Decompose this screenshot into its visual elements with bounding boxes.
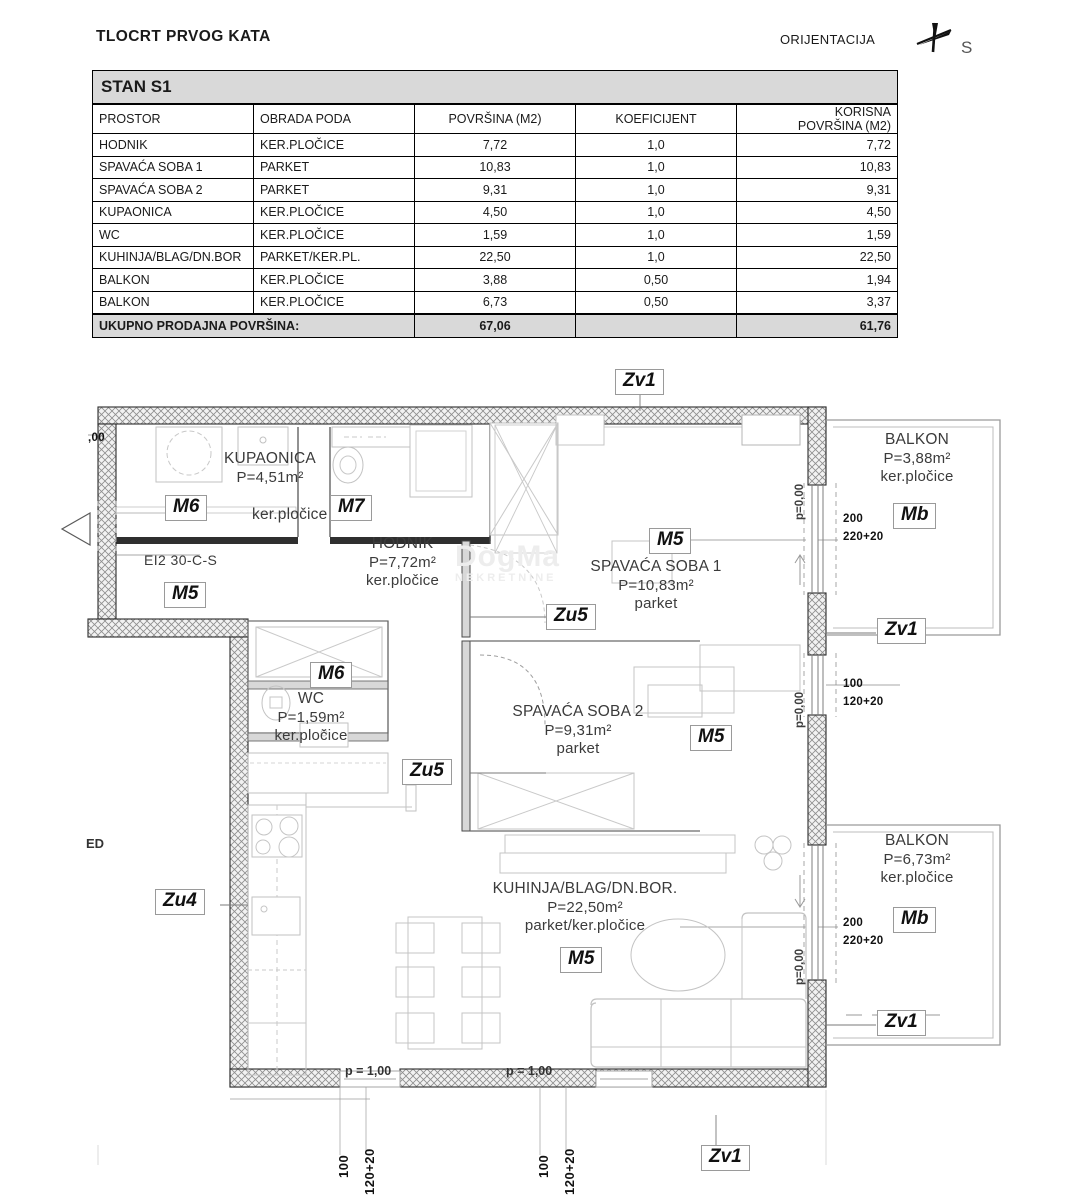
room-floor: ker.pločice [880, 869, 954, 887]
room-area: P=7,72m² [368, 553, 437, 571]
floor-plan [0, 355, 1068, 1200]
cell-prostor: WC [93, 224, 254, 247]
total-label: UKUPNO PRODAJNA POVRŠINA: [93, 314, 415, 337]
dim-balcony1-height: 220+20 [843, 531, 884, 543]
level-balcony-2: p=0,00 [794, 948, 806, 985]
tag-mb-balkon-2[interactable]: Mb [893, 907, 936, 933]
dim-right-window-height: 120+20 [843, 696, 884, 708]
room-name: BALKON [884, 431, 950, 448]
cell-obrada: PARKET [254, 156, 415, 179]
table-total-row [93, 314, 898, 337]
tag-zu5-lower[interactable]: Zu5 [402, 759, 452, 785]
room-name: SPAVAĆA SOBA 2 [512, 703, 644, 720]
table-row [93, 134, 898, 157]
table-row [93, 201, 898, 224]
watermark-line2: NEKRETNINE [455, 572, 557, 584]
room-floor-kupaonica: ker.pločice [252, 506, 328, 523]
col-header-korisna-povrsina [737, 104, 898, 134]
col-header-korisna-line1: KORISNA [834, 105, 891, 119]
cell-korisna: 4,50 [737, 201, 898, 224]
orientation-label: ORIJENTACIJA [780, 32, 876, 47]
top-left-level: ,00 [88, 432, 105, 444]
dim-right-window-width: 100 [843, 678, 864, 690]
cell-povrsina: 7,72 [415, 134, 576, 157]
dim-bottom-right-width: 100 [536, 1154, 551, 1178]
cell-koeficijent: 0,50 [576, 269, 737, 292]
room-floor: ker.pločice [365, 572, 440, 590]
room-area: P=3,88m² [883, 449, 951, 467]
room-label-kupaonica [200, 450, 340, 487]
room-floor: parket [556, 740, 600, 758]
table-row [93, 179, 898, 202]
cell-povrsina: 1,59 [415, 224, 576, 247]
dim-bottom-left-width: 100 [336, 1154, 351, 1178]
cell-koeficijent: 1,0 [576, 201, 737, 224]
cell-povrsina: 4,50 [415, 201, 576, 224]
tag-zu5-upper[interactable]: Zu5 [546, 604, 596, 630]
cell-koeficijent: 1,0 [576, 246, 737, 269]
tag-m7-bathroom[interactable]: M7 [330, 495, 372, 521]
table-header-row [93, 104, 898, 134]
watermark-line1: DogMa [455, 540, 560, 573]
tag-m5-entry-door[interactable]: M5 [164, 582, 206, 608]
col-header-prostor: PROSTOR [93, 104, 254, 134]
total-koeficijent-empty [576, 314, 737, 337]
dim-balcony2-width: 200 [843, 917, 864, 929]
cell-prostor: KUPAONICA [93, 201, 254, 224]
room-area: P=22,50m² [547, 898, 623, 916]
room-name: KUHINJA/BLAG/DN.BOR. [492, 880, 678, 897]
cell-korisna: 10,83 [737, 156, 898, 179]
room-name: BALKON [884, 832, 950, 849]
room-label-kuhinja [450, 880, 720, 936]
cell-korisna: 3,37 [737, 291, 898, 314]
room-area: P=4,51m² [236, 468, 304, 486]
level-balcony-1: p=0,00 [794, 483, 806, 520]
cell-obrada: KER.PLOČICE [254, 224, 415, 247]
tag-m5-kitchen[interactable]: M5 [560, 947, 602, 973]
cell-obrada: PARKET/KER.PL. [254, 246, 415, 269]
total-korisna: 61,76 [737, 314, 898, 337]
tag-m6-wc[interactable]: M6 [310, 662, 352, 688]
room-name: WC [297, 690, 325, 707]
cell-koeficijent: 1,0 [576, 134, 737, 157]
room-name: KUPAONICA [224, 450, 316, 467]
col-header-korisna-line2: POVRŠINA (M2) [797, 119, 891, 133]
cell-obrada: KER.PLOČICE [254, 291, 415, 314]
dim-bottom-left-height: 120+20 [362, 1148, 377, 1195]
room-floor: parket/ker.pločice [524, 917, 646, 935]
dim-balcony1-width: 200 [843, 513, 864, 525]
room-label-balkon-1 [838, 431, 996, 487]
room-area: P=9,31m² [544, 721, 612, 739]
room-label-balkon-2 [838, 832, 996, 888]
dim-bottom-right-height: 120+20 [562, 1148, 577, 1195]
compass-south-label: S [961, 38, 973, 57]
cell-koeficijent: 0,50 [576, 291, 737, 314]
cell-povrsina: 6,73 [415, 291, 576, 314]
cell-prostor: SPAVAĆA SOBA 1 [93, 156, 254, 179]
tag-m5-bedroom-1[interactable]: M5 [649, 528, 691, 554]
parapet-left: p = 1,00 [345, 1064, 392, 1078]
tag-mb-balkon-1[interactable]: Mb [893, 503, 936, 529]
tag-m6-bathroom[interactable]: M6 [165, 495, 207, 521]
room-floor: ker.pločice [880, 468, 954, 486]
table-row [93, 269, 898, 292]
room-area: P=1,59m² [277, 708, 345, 726]
cell-korisna: 9,31 [737, 179, 898, 202]
tag-zv1-right-low[interactable]: Zv1 [877, 1010, 926, 1036]
cell-obrada: KER.PLOČICE [254, 269, 415, 292]
cell-korisna: 1,59 [737, 224, 898, 247]
room-floor: ker.pločice [274, 727, 348, 745]
room-name: SPAVAĆA SOBA 1 [590, 558, 722, 575]
apartment-area-table [92, 70, 898, 338]
table-row [93, 224, 898, 247]
cell-obrada: KER.PLOČICE [254, 134, 415, 157]
cell-korisna: 1,94 [737, 269, 898, 292]
total-povrsina: 67,06 [415, 314, 576, 337]
left-edge-label: ED [86, 836, 105, 851]
cell-povrsina: 9,31 [415, 179, 576, 202]
table-row [93, 291, 898, 314]
tag-zu4[interactable]: Zu4 [155, 889, 205, 915]
page-header [0, 0, 1068, 62]
tag-zv1-right[interactable]: Zv1 [877, 618, 926, 644]
col-header-obrada: OBRADA PODA [254, 104, 415, 134]
page-title: TLOCRT PRVOG KATA [96, 28, 271, 45]
cell-prostor: HODNIK [93, 134, 254, 157]
room-floor: parket [634, 595, 678, 613]
cell-povrsina: 22,50 [415, 246, 576, 269]
compass-icon [905, 14, 997, 62]
cell-koeficijent: 1,0 [576, 179, 737, 202]
cell-korisna: 7,72 [737, 134, 898, 157]
cell-koeficijent: 1,0 [576, 156, 737, 179]
tag-zv1-bottom[interactable]: Zv1 [701, 1145, 750, 1171]
table-row [93, 156, 898, 179]
cell-povrsina: 3,88 [415, 269, 576, 292]
tag-zv1-top[interactable]: Zv1 [615, 369, 664, 395]
apartment-id: STAN S1 [93, 71, 898, 105]
parapet-right: p = 1,00 [506, 1064, 553, 1078]
table-band-title-row [93, 71, 898, 105]
level-window-right: p=0,00 [794, 691, 806, 728]
cell-prostor: SPAVAĆA SOBA 2 [93, 179, 254, 202]
table-row [93, 246, 898, 269]
cell-obrada: KER.PLOČICE [254, 201, 415, 224]
cell-obrada: PARKET [254, 179, 415, 202]
cell-prostor: BALKON [93, 269, 254, 292]
room-label-hodnik [325, 535, 480, 591]
cell-povrsina: 10,83 [415, 156, 576, 179]
col-header-povrsina: POVRŠINA (M2) [415, 104, 576, 134]
cell-koeficijent: 1,0 [576, 224, 737, 247]
room-area: P=10,83m² [618, 576, 694, 594]
fire-door-rating: EI2 30-C-S [144, 552, 218, 568]
room-label-wc [248, 690, 374, 746]
cell-prostor: BALKON [93, 291, 254, 314]
room-area: P=6,73m² [883, 850, 951, 868]
room-label-spavaca-soba-2 [488, 703, 668, 759]
cell-korisna: 22,50 [737, 246, 898, 269]
dim-balcony2-height: 220+20 [843, 935, 884, 947]
cell-prostor: KUHINJA/BLAG/DN.BOR [93, 246, 254, 269]
col-header-koeficijent: KOEFICIJENT [576, 104, 737, 134]
tag-m5-bedroom-2[interactable]: M5 [690, 725, 732, 751]
room-name: HODNIK [371, 535, 434, 552]
